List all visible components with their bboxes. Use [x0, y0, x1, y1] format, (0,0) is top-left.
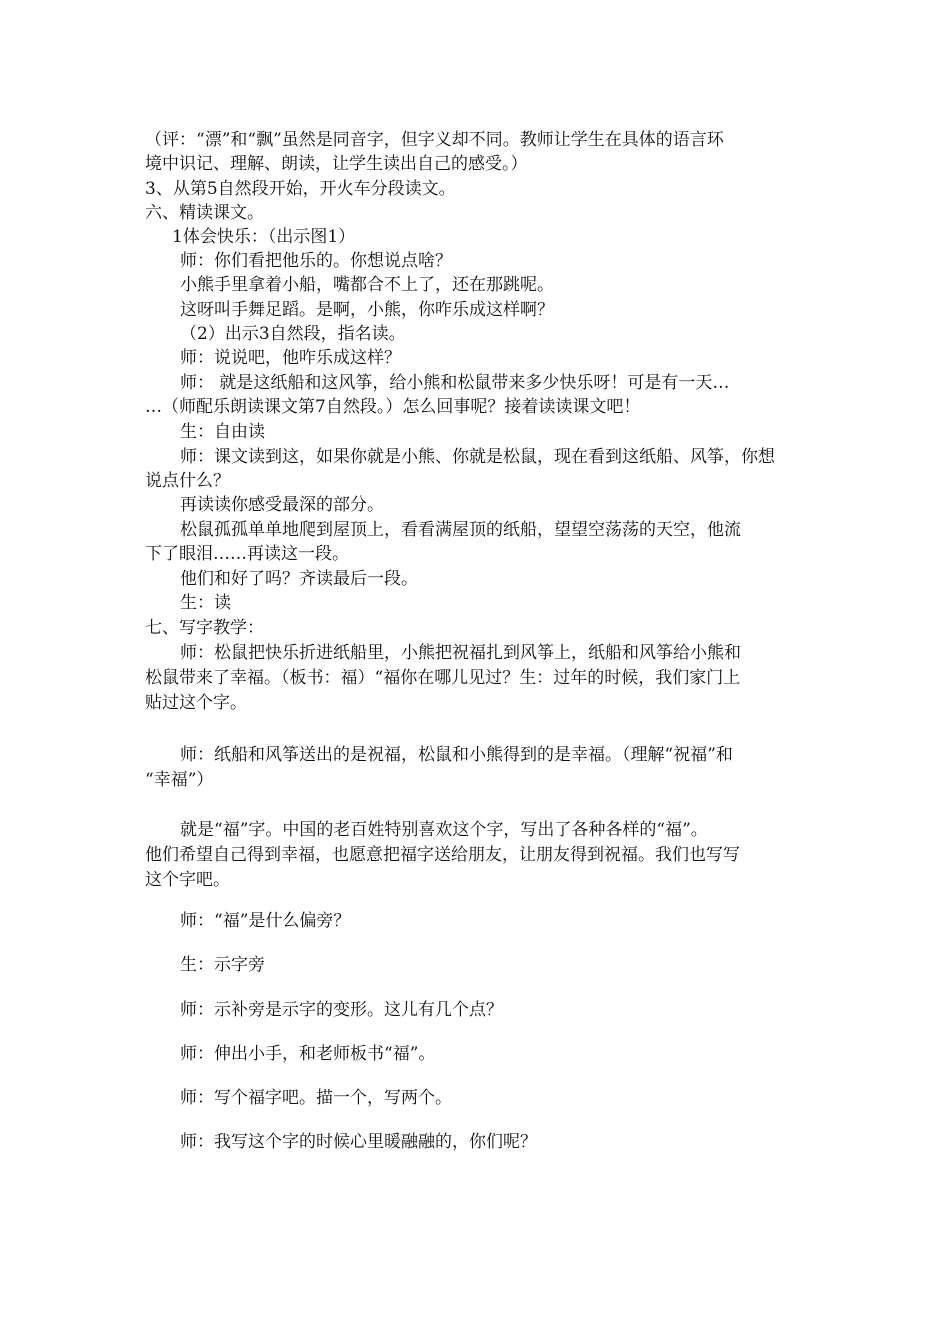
text-line: 师：“福”是什么偏旁？ [180, 911, 351, 931]
text-line: “幸福”） [145, 770, 214, 790]
text-line: 师： 就是这纸船和这风筝，给小熊和松鼠带来多少快乐呀！可是有一天… [180, 373, 730, 393]
text-line: 师：我写这个字的时候心里暖融融的，你们呢？ [180, 1132, 537, 1152]
text-line: 生：示字旁 [180, 955, 265, 975]
text-line: 松鼠孤孤单单地爬到屋顶上，看看满屋顶的纸船，望望空荡荡的天空，他流 [180, 520, 741, 540]
text-line: 师：写个福字吧。描一个，写两个。 [180, 1088, 452, 1108]
text-line: 松鼠带来了幸福。（板书：福）“福你在哪儿见过？生：过年的时候，我们家门上 [145, 668, 741, 688]
text-line: 这个字吧。 [145, 870, 230, 890]
text-line: （评：“漂”和“飘”虽然是同音字，但字义却不同。教师让学生在具体的语言环 [145, 130, 724, 150]
text-line: 师：课文读到这，如果你就是小熊、你就是松鼠，现在看到这纸船、风筝，你想 [180, 447, 775, 467]
text-line: 生：读 [180, 593, 231, 613]
text-line: （2）出示3自然段，指名读。 [180, 324, 406, 344]
text-line: 贴过这个字。 [145, 693, 247, 713]
text-line: 小熊手里拿着小船，嘴都合不上了，还在那跳呢。 [180, 275, 554, 295]
text-line: 3、从第5自然段开始，开火车分段读文。 [145, 179, 456, 199]
text-line: 他们希望自己得到幸福，也愿意把福字送给朋友，让朋友得到祝福。我们也写写 [145, 845, 740, 865]
text-line: 这呀叫手舞足蹈。是啊，小熊，你咋乐成这样啊？ [180, 300, 554, 320]
text-line: 师：松鼠把快乐折进纸船里，小熊把祝福扎到风筝上，纸船和风筝给小熊和 [180, 643, 741, 663]
text-line: 下了眼泪……再读这一段。 [145, 544, 349, 564]
text-line: 师：示补旁是示字的变形。这儿有几个点？ [180, 1000, 503, 1020]
section-heading: 六、精读课文。 [145, 203, 264, 223]
section-heading: 七、写字教学： [145, 618, 264, 638]
subsection-heading: 1体会快乐：（出示图1） [172, 227, 356, 247]
text-line: 境中识记、理解、朗读，让学生读出自己的感受。） [145, 154, 528, 174]
text-line: 再读读你感受最深的部分。 [180, 495, 384, 515]
text-line: 师：说说吧，他咋乐成这样？ [180, 348, 401, 368]
text-line: 就是“福”字。中国的老百姓特别喜欢这个字，写出了各种各样的“福”。 [180, 820, 708, 840]
text-line: 他们和好了吗？齐读最后一段。 [180, 569, 418, 589]
text-line: 师：伸出小手，和老师板书“福”。 [180, 1044, 436, 1064]
text-line: 师：你们看把他乐的。你想说点啥？ [180, 251, 452, 271]
text-line: 说点什么？ [145, 471, 230, 491]
text-line: 生：自由读 [180, 422, 265, 442]
text-line: 师：纸船和风筝送出的是祝福，松鼠和小熊得到的是幸福。（理解“祝福”和 [180, 745, 733, 765]
text-line: …（师配乐朗读课文第7自然段。）怎么回事呢？接着读读课文吧！ [145, 397, 641, 417]
